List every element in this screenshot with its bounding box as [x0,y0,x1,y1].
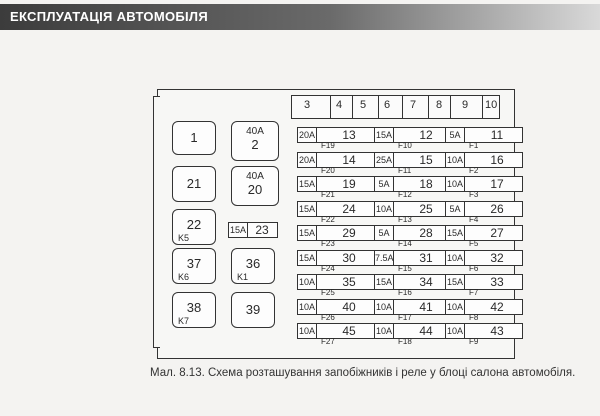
fuse-amperage: 10A [375,301,392,312]
fuse-amperage: 10A [446,252,463,263]
fuse-amperage: 5A [375,177,394,191]
fuse-amperage: 10A [375,326,392,336]
fuse-label: F6 [469,263,479,273]
fuse-label: F5 [469,239,479,248]
fuse-label: F4 [469,214,479,224]
fuse-amperage: 15A [298,203,315,214]
section-header-title: ЕКСПЛУАТАЦІЯ АВТОМОБІЛЯ [10,9,208,24]
fuse-number: 45 [342,324,356,338]
fuse-label: F27 [321,337,335,346]
fuse-number: 35 [342,275,356,289]
fuse-amperage: 10A [298,326,315,336]
fuse-label: F1 [469,141,479,150]
fuse-label: F10 [398,141,412,150]
fuse-26 [445,201,523,217]
fuse-number: 17 [490,177,504,191]
fuse-number: 31 [419,250,433,265]
fuse-amperage: 10A [446,179,463,189]
fuse-label: F7 [469,288,479,297]
fuse-label: F13 [398,214,412,224]
relay-36: 36 K1 [231,248,275,284]
top-cell: 10 [485,99,498,111]
fuse-amperage: 10A [446,301,463,312]
fuse-amperage: 5A [375,226,394,240]
fuse-amperage: 15A [298,252,315,263]
fuse-35 [297,274,375,290]
top-cell: 3 [304,99,311,111]
fuse-number: 11 [490,128,504,142]
fuse-label: F20 [321,165,335,175]
fuse-amperage: 25A [375,154,392,165]
fuse-17 [445,176,523,192]
fuse-label: F23 [321,239,335,248]
fuse-31 [374,250,452,266]
fuse-label: F19 [321,141,335,150]
fuse-number: 12 [419,128,433,142]
fuse-amperage: 7.5A [375,252,394,263]
fuse-12 [374,127,452,143]
top-fuse-row [291,95,500,119]
relay-38: 38 K7 [172,292,216,328]
top-cell: 8 [436,99,443,111]
fuse-29 [297,225,375,241]
relay-21: 21 [172,166,216,202]
fuse-number: 42 [490,299,504,314]
fuse-amperage: 15A [375,277,392,287]
fuse-34 [374,274,452,290]
fuse-19 [297,176,375,192]
fuse-number: 33 [490,275,504,289]
fuse-13 [297,127,375,143]
fuse-label: F26 [321,312,335,322]
fuse-18 [374,176,452,192]
fuse-label: F2 [469,165,479,175]
top-cell: 7 [410,99,417,111]
relay-label-k6: K6 [178,272,190,282]
fuse-amperage: 5A [446,202,465,216]
fuse-label: F21 [321,190,335,199]
fuse-number: 43 [490,324,504,338]
fuse-amperage: 20A [298,130,315,140]
fuse-label: F22 [321,214,335,224]
fuse-amperage: 15A [375,130,392,140]
fuse-label: F3 [469,190,479,199]
relay-2: 40A 2 [231,121,279,161]
fuse-amperage: 20A [298,154,315,165]
fuse-label: F9 [469,337,479,346]
fuse-number: 40 [342,299,356,314]
fuse-amperage: 15A [446,277,463,287]
fuse-label: F18 [398,337,412,346]
top-cell: 6 [384,99,391,111]
fuse-42 [445,299,523,315]
section-header [0,4,600,30]
fuse-number: 44 [419,324,433,338]
fuse-amperage: 15A [446,228,463,238]
fuse-amperage: 10A [298,301,315,312]
fuse-number: 27 [490,226,504,240]
fuse-label: F11 [398,165,412,175]
fuse-number: 16 [490,152,504,167]
fuse-number: 14 [342,152,356,167]
fuse-number: 26 [490,201,504,216]
fuse-24 [297,201,375,217]
fuse-40 [297,299,375,315]
relay-39: 39 [231,292,275,328]
fuse-45 [297,323,375,339]
top-cell: 9 [462,99,469,111]
fuse-amperage: 15A [298,179,315,189]
fuse-number: 24 [342,201,356,216]
fuse-number: 13 [342,128,356,142]
fuse-28 [374,225,452,241]
relay-22: 22 K5 [172,209,216,245]
top-cell: 5 [360,99,367,111]
fuse-16 [445,152,523,168]
fuse-43 [445,323,523,339]
fuse-number: 41 [419,299,433,314]
fuse-label: F24 [321,263,335,273]
fuse-label: F25 [321,288,335,297]
fuse-15 [374,152,452,168]
fuse-number: 29 [342,226,356,240]
fuse-label: F17 [398,312,412,322]
fuse-25 [374,201,452,217]
relay-20: 40A 20 [231,166,279,206]
figure-caption: Мал. 8.13. Схема розташування запобіжників і реле у блоці салона автомобіля. [150,367,576,379]
fuse-number: 15 [419,152,433,167]
fuse-label: F8 [469,312,479,322]
fuse-number: 32 [490,250,504,265]
fuse-amperage: 5A [446,128,465,142]
fuse-box-diagram [157,89,515,359]
fuse-label: F15 [398,263,412,273]
fuse-30 [297,250,375,266]
fuse-41 [374,299,452,315]
fuse-number: 30 [342,250,356,265]
top-cell: 4 [336,99,343,111]
relay-1: 1 [172,121,216,155]
fuse-44 [374,323,452,339]
relay-37: 37 K6 [172,248,216,284]
relay-label-k5: K5 [178,233,190,243]
fuse-label: F16 [398,288,412,297]
fuse-number: 25 [419,201,433,216]
fuse-label: F14 [398,239,412,248]
relay-label-k1: K1 [237,272,249,282]
fuse-amperage: 10A [298,277,315,287]
fuse-label: F12 [398,190,412,199]
fuse-amperage: 10A [446,326,463,336]
fuse-number: 18 [419,177,433,191]
fuse-amperage: 10A [446,154,463,165]
fuse-number: 19 [342,177,356,191]
fuse-number: 34 [419,275,433,289]
fuse-14 [297,152,375,168]
fuse-number: 28 [419,226,433,240]
fuse-32 [445,250,523,266]
fuse-23: 15A 23 [228,222,278,238]
fuse-amperage: 15A [298,228,315,238]
relay-label-k7: K7 [178,316,190,326]
fuse-11 [445,127,523,143]
fuse-amperage: 10A [375,203,392,214]
fuse-27 [445,225,523,241]
fuse-33 [445,274,523,290]
